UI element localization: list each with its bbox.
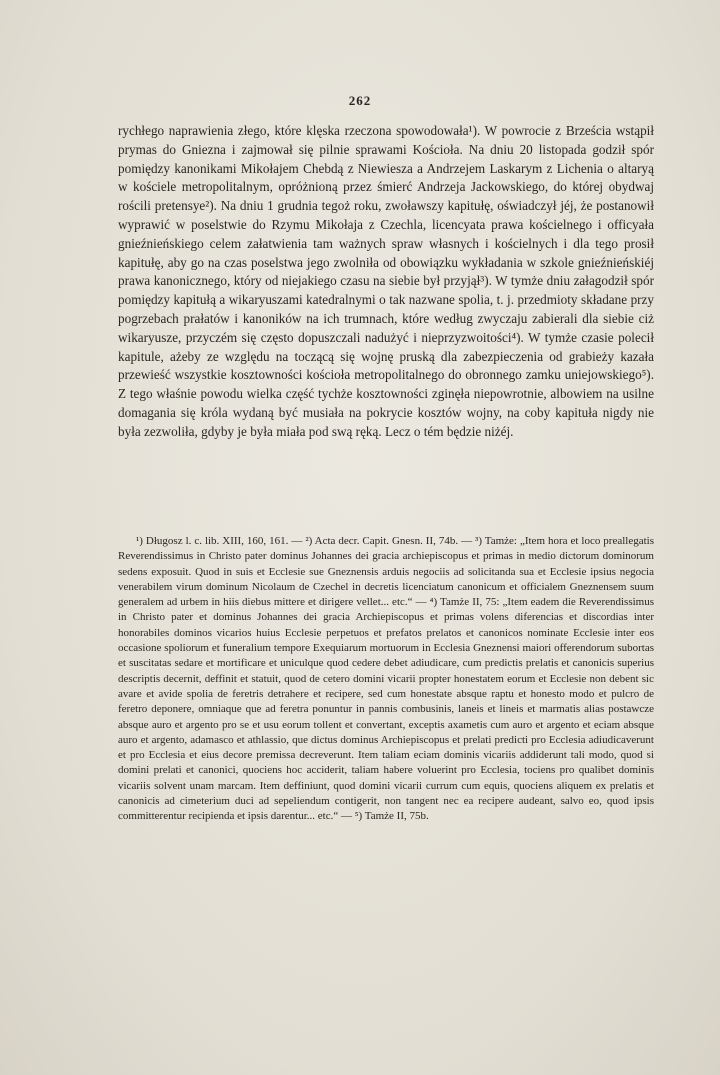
main-paragraph: rychłego naprawienia złego, które klęska rzeczona spowodowała¹). W powrocie z Brześcia wstąpił prymas do Gniezna i zajmował się pilnie sprawami Kościoła. Na dniu 20 listopada godził spór pomiędzy kanonikami Mikołajem Chebdą z Niewiesza a Andrzejem Laskarym z Lichenia o altaryą w kościele metropolitalnym, opróżnioną przez śmierć Andrzeja Jackowskiego, do której obydwaj rościli pretensye²). Na dniu 1 grudnia tegoż roku, zwoławszy kapitułę, oświadczył jéj, że postanowił wyprawić w poselstwie do Rzymu Mikołaja z Czechla, licencyata prawa kościelnego i officyała gnieźnieńskiego celem załatwienia tam ważnych spraw własnych i kościelnych i dla tego prosił kapitułę, aby go na czas poselstwa jego zwolniła od obowiązku wykładania w szkole gnieźnieńskiéj prawa kanonicznego, który od niejakiego czasu na siebie był przyjął³). W tymże dniu załagodził spór pomiędzy kapitułą a wikaryuszami katedralnymi o tak nazwane spolia, t. j. przedmioty składane przy pogrzebach prałatów i kanoników na ich trumnach, które według zwyczaju zabierali dla siebie ciż wikaryusze, przyczém się często dopuszczali nadużyć i nieprzyzwoitości⁴). W tymże czasie polecił kapitule, ażeby ze względu na toczącą się wojnę pruską dla zabezpieczenia od grabieży kazała przewieść wszystkie kosztowności kościoła metropolitalnego do obronnego zamku uniejowskiego⁵). Z tego właśnie powodu wielka część tychże kosztowności zginęła niepowrotnie, albowiem na usilne domagania się króla wydaną być musiała na pokrycie kosztów wojny, na coby kapituła nigdy nie była zezwoliła, gdyby je była miała pod swą ręką. Lecz o tém będzie niżéj. <box>118 123 654 439</box>
footnotes-text: ¹) Długosz l. c. lib. XIII, 160, 161. — ²) Acta decr. Capit. Gnesn. II, 74b. — ³) Tamże: „Item hora et loco preallegatis Reverendissimus in Christo pater dominus Johannes dei gracia archiepiscopus et primas in medio dictorum dominorum sedens exposuit. Quod in suis et Ecclesie sue Gneznensis arduis negociis ad solicitanda sua et Ecclesie ipsius negocia venerabilem virum dominum Nicolaum de Czechel in decretis licenciatum canonicum et officialem Gneznensem suum generalem ad urbem in hiis diebus mittere et dirigere vellet... etc.“ — ⁴) Tamże II, 75: „Item eadem die Reverendissimus in Christo pater et dominus Johannes dei gracia Archiepiscopus et primas volens diferencias et discordias inter honorabiles dominos vicarios huius Ecclesie perpetuos et prefatos prelatos et canonicos nominate Ecclesie inter eos occasione spoliorum et funeralium tempore Exequiarum mortuorum in Ecclesia Gneznensi maiori offerendorum subortas et suscitatas sedare et mortificare et uniculque quod cedere debet adiudicare, cum predictis prelatis et canonicis superius descriptis decernit, deffinit et statuit, quod de cetero domini vicarii propter honestatem eorum et Ecclesie non debent sic avare et avide spolia de feretris detrahere et recipere, sed cum honestate absque raptu et honesto modo et pulcro de feretro deponere, omniaque que ad feretra ponuntur in pannis combusinis, laneis et lineis et marmatis alias postawcze absque auro et argento pro se et usu eorum tollent et convertant, exceptis axametis cum auro et argento et eciam absque auro et argento, adamasco et athlassio, que dictus dominus Archiepiscopus et prelati predicti pro Ecclesia adiudicaverunt et pro Ecclesia et eius decore premissa decreverunt. Item taliam eciam dominis vicariis addiderunt tali modo, quod si domini prelati et canonici, quociens hoc acciderit, taliam habere voluerint pro Ecclesia, tociens pro qualibet dominis vicariis solvent unam marcam. Item deffiniunt, quod domini vicarii currum cum equis, quociens aliquem ex prelatis et canonicis ad cimeterium duci ad sepeliendum contigerit, non tangent nec ea recipere audeant, salvo eo, quod ipsis committerentur recipienda et ipsis darentur... etc.“ — ⁵) Tamże II, 75b. <box>118 535 654 823</box>
footnotes-block <box>118 534 654 825</box>
main-text-block <box>118 122 654 442</box>
page-number: 262 <box>348 93 372 108</box>
